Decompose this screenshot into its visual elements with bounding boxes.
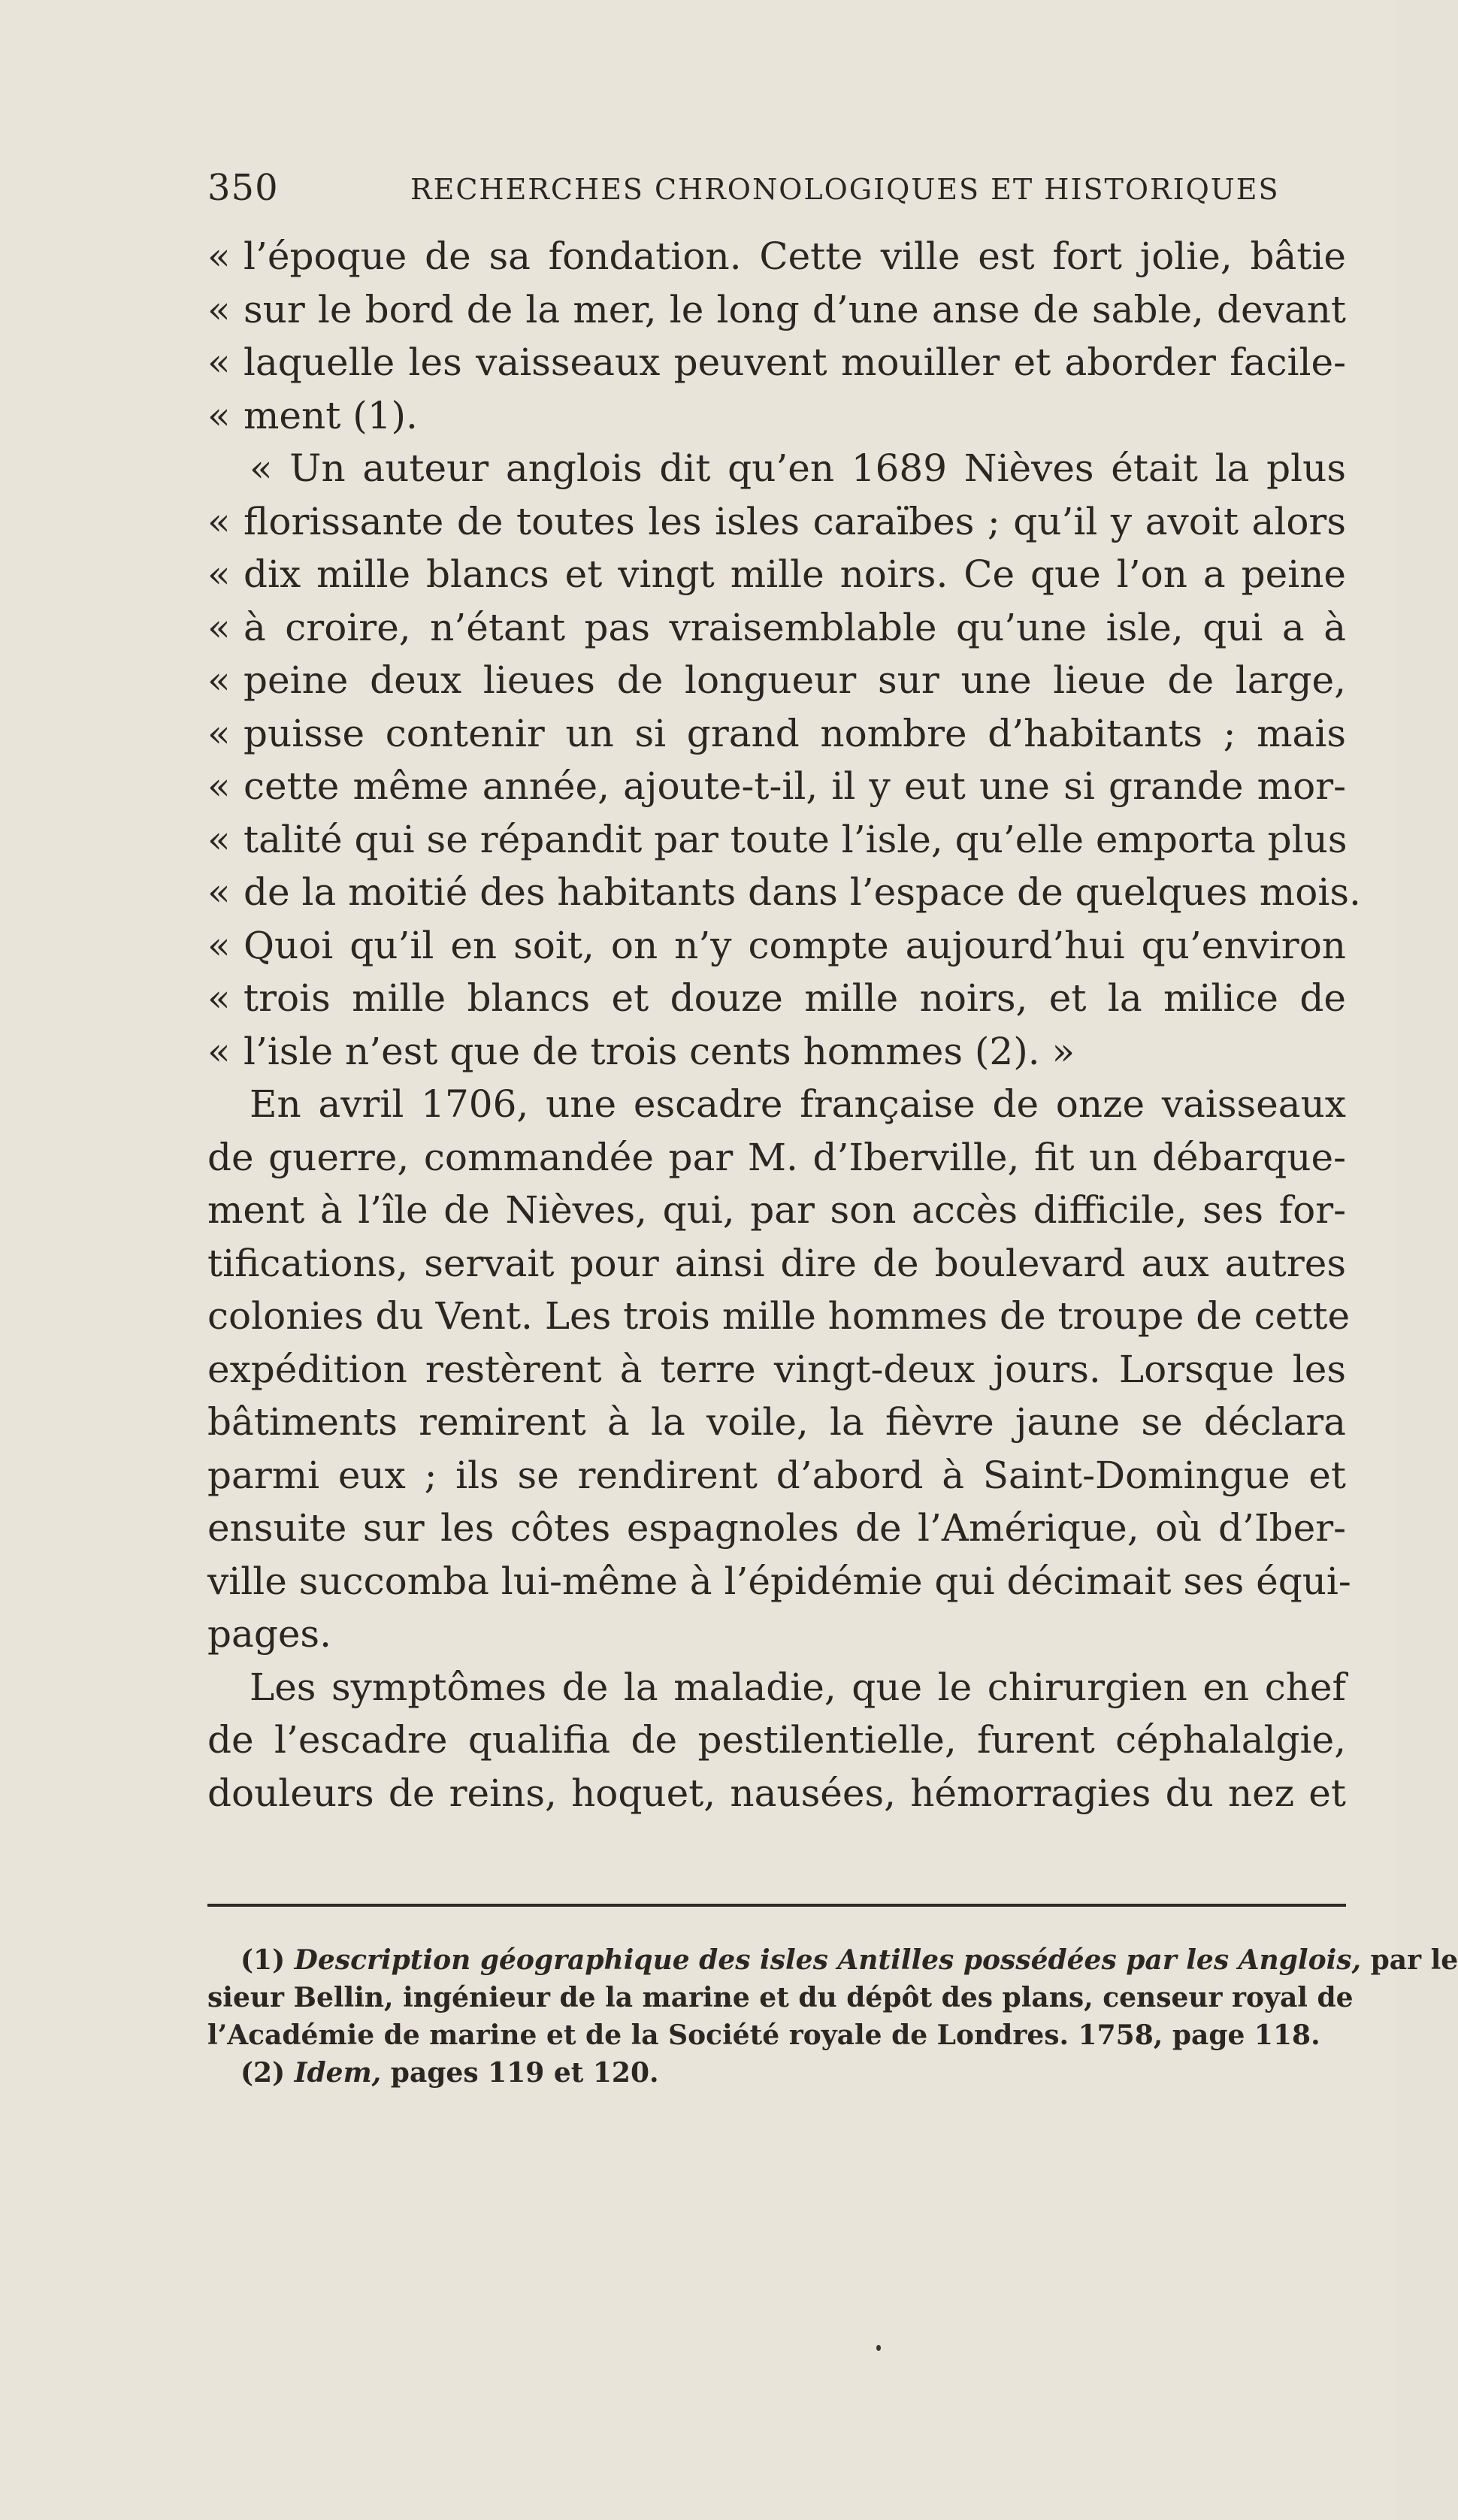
footnote-2-text: pages 119 et 120. [390, 2057, 659, 2089]
text-line [207, 866, 1361, 919]
text-line [207, 1184, 1346, 1237]
line-text: pages. [207, 1612, 331, 1656]
line-text: « Un auteur anglois dit qu’en 1689 Nièves était la plus [250, 446, 1346, 490]
footnote-divider [207, 1904, 1346, 1907]
text-line [207, 707, 1346, 761]
footnote-1-line-3: l’Académie de marine et de la Société royale de Londres. 1758, page 118. [207, 2019, 1320, 2051]
footnote-1-text: par le [1370, 1944, 1458, 1976]
quote-mark: « [207, 340, 231, 384]
line-text: ensuite sur les côtes espagnoles de l’Amérique, où d’Iber- [207, 1506, 1346, 1550]
text-line [207, 283, 1346, 337]
line-text: cette même année, ajoute-t-il, il y eut une si grande mor- [244, 764, 1346, 808]
text-line [207, 1396, 1346, 1449]
quote-mark: « [207, 234, 231, 278]
quote-mark: « [207, 552, 231, 596]
text-line [207, 1661, 1346, 1714]
text-line [207, 442, 1346, 495]
footnote-2 [207, 2054, 1346, 2092]
line-text: expédition restèrent à terre vingt-deux jours. Lorsque les [207, 1347, 1346, 1391]
body-text [207, 230, 1361, 1820]
footnote-2-marker: (2) [240, 2057, 286, 2089]
line-text: tifications, servait pour ainsi dire de boulevard aux autres [207, 1241, 1346, 1285]
text-line [207, 389, 1346, 443]
text-line [207, 1449, 1346, 1502]
quote-mark: « [207, 870, 231, 914]
text-line [207, 919, 1346, 973]
line-text: de guerre, commandée par M. d’Iberville, fit un débarque- [207, 1135, 1346, 1179]
line-text: dix mille blancs et vingt mille noirs. Ce que l’on a peine [244, 552, 1346, 596]
quote-mark: « [207, 1029, 231, 1073]
text-line [207, 813, 1346, 867]
text-line [207, 760, 1346, 813]
line-text: douleurs de reins, hoquet, nausées, hémorragies du nez et [207, 1771, 1346, 1815]
line-text: de l’escadre qualifia de pestilentielle, furent céphalalgie, [207, 1718, 1346, 1762]
line-text: florissante de toutes les isles caraïbes ; qu’il y avoit alors [244, 499, 1346, 543]
line-text: Les symptômes de la maladie, que le chirurgien en chef [250, 1665, 1346, 1709]
text-line [207, 1502, 1346, 1555]
page-header [207, 167, 1346, 212]
line-text: Quoi qu’il en soit, on n’y compte aujourd’hui qu’environ [244, 923, 1346, 967]
line-text: à croire, n’étant pas vraisemblable qu’une isle, qui a à [244, 605, 1346, 649]
text-line [207, 1555, 1351, 1608]
text-line [207, 230, 1346, 283]
text-line [207, 1025, 1346, 1078]
footnotes [207, 1941, 1458, 2092]
line-text: trois mille blancs et douze mille noirs, et la milice de [244, 976, 1346, 1020]
line-text: sur le bord de la mer, le long d’une anse de sable, devant [244, 287, 1346, 331]
quote-mark: « [207, 658, 231, 702]
text-line [207, 972, 1346, 1025]
quote-mark: « [207, 976, 231, 1020]
line-text: l’isle n’est que de trois cents hommes (2). » [244, 1029, 1075, 1073]
text-line [207, 654, 1346, 707]
line-text: laquelle les vaisseaux peuvent mouiller et aborder facile- [244, 340, 1346, 384]
text-line [207, 601, 1346, 655]
text-line [207, 1290, 1351, 1343]
running-title: RECHERCHES CHRONOLOGIQUES ET HISTORIQUES [410, 173, 1280, 206]
text-line [207, 1608, 1346, 1661]
line-text: ment (1). [244, 393, 418, 437]
line-text: puisse contenir un si grand nombre d’habitants ; mais [244, 711, 1346, 755]
page-number: 350 [207, 167, 279, 209]
text-line [207, 1767, 1346, 1820]
line-text: bâtiments remirent à la voile, la fièvre jaune se déclara [207, 1400, 1346, 1444]
text-line [207, 1078, 1346, 1131]
text-line [207, 1714, 1346, 1767]
text-line [207, 336, 1346, 389]
footnote-1-line-2: sieur Bellin, ingénieur de la marine et du dépôt des plans, censeur royal de [207, 1982, 1354, 2013]
line-text: En avril 1706, une escadre française de onze vaisseaux [250, 1082, 1346, 1126]
text-line [207, 495, 1346, 549]
quote-mark: « [207, 764, 231, 808]
line-text: l’époque de sa fondation. Cette ville est fort jolie, bâtie [244, 234, 1346, 278]
quote-mark: « [207, 923, 231, 967]
line-text: de la moitié des habitants dans l’espace de quelques mois. [244, 870, 1361, 914]
footnote-1-title: Description géographique des isles Antilles possédées par les Anglois, [294, 1944, 1362, 1976]
footnote-2-idem: Idem, [294, 2057, 382, 2089]
footnote-1-marker: (1) [240, 1944, 286, 1976]
line-text: ment à l’île de Nièves, qui, par son accès difficile, ses for- [207, 1188, 1346, 1232]
line-text: colonies du Vent. Les trois mille hommes de troupe de cette [207, 1294, 1351, 1338]
text-line [207, 1237, 1346, 1290]
text-line [207, 548, 1346, 601]
quote-mark: « [207, 393, 231, 437]
quote-mark: « [207, 711, 231, 755]
line-text: talité qui se répandit par toute l’isle, qu’elle emporta plus [244, 817, 1348, 861]
quote-mark: « [207, 817, 231, 861]
footnote-1-line-1 [207, 1941, 1458, 1979]
text-line [207, 1131, 1346, 1184]
line-text: ville succomba lui-même à l’épidémie qui décimait ses équi- [207, 1559, 1351, 1603]
quote-mark: « [207, 287, 231, 331]
quote-mark: « [207, 605, 231, 649]
line-text: parmi eux ; ils se rendirent d’abord à Saint-Domingue et [207, 1453, 1346, 1497]
text-line [207, 1343, 1346, 1396]
line-text: peine deux lieues de longueur sur une lieue de large, [244, 658, 1346, 702]
quote-mark: « [207, 499, 231, 543]
ink-speck [876, 2345, 881, 2351]
